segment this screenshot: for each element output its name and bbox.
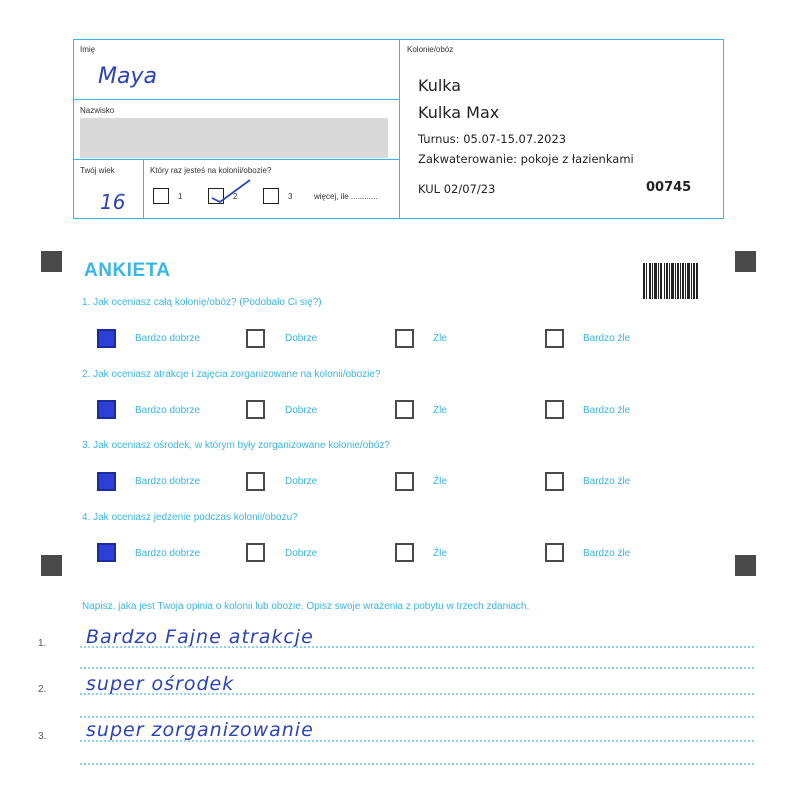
- opinion-prompt: Napisz, jaka jest Twoja opinia o kolonii lub obozie. Opisz swoje wrażenia z pobytu w trzech zdaniach.: [82, 601, 530, 612]
- q2-option-zle-checkbox[interactable]: [395, 400, 414, 419]
- times-checkmark: [206, 176, 254, 208]
- q2-option-zle-label: Źle: [433, 405, 447, 416]
- q3-option-dobrze-checkbox[interactable]: [246, 472, 265, 491]
- q1-option-bardzo-zle-label: Bardzo źle: [583, 333, 631, 344]
- q3-option-zle-checkbox[interactable]: [395, 472, 414, 491]
- times-label: Który raz jesteś na kolonii/obozie?: [150, 166, 272, 175]
- times-more-label: więcej, ile ............: [314, 192, 378, 201]
- q3-option-dobrze-label: Dobrze: [285, 476, 318, 487]
- q4-option-dobrze-checkbox[interactable]: [246, 543, 265, 562]
- q3-option-bardzo-dobrze-label: Bardzo dobrze: [135, 476, 201, 487]
- q1-option-bardzo-zle-checkbox[interactable]: [545, 329, 564, 348]
- q1-option-bardzo-dobrze-checkbox[interactable]: [97, 329, 116, 348]
- camp-code: KUL 02/07/23: [418, 182, 496, 196]
- q3-option-bardzo-zle-label: Bardzo źle: [583, 476, 631, 487]
- q4-option-bardzo-zle-label: Bardzo źle: [583, 548, 631, 559]
- q2-option-bardzo-zle-label: Bardzo źle: [583, 405, 631, 416]
- answer-line: [80, 646, 754, 648]
- first-name-label: Imię: [80, 45, 96, 54]
- question-3: 3. Jak oceniasz ośrodek, w którym były zorganizowane kolonie/obóz?: [82, 440, 390, 451]
- camp-number: 00745: [646, 180, 692, 195]
- camp-label: Kolonie/obóz: [407, 45, 454, 54]
- times-checkbox-1[interactable]: [153, 188, 169, 204]
- registration-mark: [41, 555, 62, 576]
- q4-option-bardzo-zle-checkbox[interactable]: [545, 543, 564, 562]
- q1-option-zle-checkbox[interactable]: [395, 329, 414, 348]
- opinion-answer-3[interactable]: super zorganizowanie: [86, 719, 314, 741]
- question-2: 2. Jak oceniasz atrakcje i zajęcia zorganizowane na kolonii/obozie?: [82, 369, 381, 380]
- times-option-3: 3: [288, 192, 293, 201]
- first-name-value: Maya: [98, 64, 157, 89]
- opinion-line-number-3: 3.: [38, 731, 47, 742]
- surname-redacted: [80, 118, 388, 158]
- camp-name: Kulka: [418, 76, 462, 95]
- q3-option-zle-label: Źle: [433, 476, 447, 487]
- answer-line: [80, 740, 754, 742]
- opinion-answer-1[interactable]: Bardzo Fajne atrakcje: [86, 626, 314, 648]
- opinion-line-number-2: 2.: [38, 684, 47, 695]
- q3-option-bardzo-zle-checkbox[interactable]: [545, 472, 564, 491]
- header-divider: [143, 159, 144, 219]
- q4-option-zle-label: Źle: [433, 548, 447, 559]
- q1-option-zle-label: Źle: [433, 333, 447, 344]
- surname-label: Nazwisko: [80, 106, 115, 115]
- q2-option-dobrze-label: Dobrze: [285, 405, 318, 416]
- registration-mark: [735, 555, 756, 576]
- header-divider: [73, 99, 400, 100]
- q1-option-dobrze-checkbox[interactable]: [246, 329, 265, 348]
- barcode: [643, 263, 699, 299]
- question-1: 1. Jak oceniasz całą kolonię/obóz? (Podobało Ci się?): [82, 297, 322, 308]
- times-checkbox-3[interactable]: [263, 188, 279, 204]
- q3-option-bardzo-dobrze-checkbox[interactable]: [97, 472, 116, 491]
- registration-mark: [41, 251, 62, 272]
- answer-line: [80, 693, 754, 695]
- q1-option-bardzo-dobrze-label: Bardzo dobrze: [135, 333, 201, 344]
- opinion-answer-2[interactable]: super ośrodek: [86, 673, 235, 695]
- registration-mark: [735, 251, 756, 272]
- answer-line: [80, 763, 754, 765]
- q4-option-zle-checkbox[interactable]: [395, 543, 414, 562]
- q2-option-dobrze-checkbox[interactable]: [246, 400, 265, 419]
- q4-option-bardzo-dobrze-checkbox[interactable]: [97, 543, 116, 562]
- answer-line: [80, 667, 754, 669]
- opinion-line-number-1: 1.: [38, 638, 47, 649]
- times-option-2: 2: [233, 192, 238, 201]
- camp-accommodation: Zakwaterowanie: pokoje z łazienkami: [418, 152, 634, 166]
- q2-option-bardzo-zle-checkbox[interactable]: [545, 400, 564, 419]
- q2-option-bardzo-dobrze-label: Bardzo dobrze: [135, 405, 201, 416]
- camp-turnus: Turnus: 05.07-15.07.2023: [418, 132, 567, 146]
- header-divider: [399, 39, 400, 219]
- answer-line: [80, 716, 754, 718]
- header-divider: [73, 159, 400, 160]
- q4-option-bardzo-dobrze-label: Bardzo dobrze: [135, 548, 201, 559]
- times-option-1: 1: [178, 192, 183, 201]
- q4-option-dobrze-label: Dobrze: [285, 548, 318, 559]
- survey-title: ANKIETA: [84, 260, 171, 281]
- camp-program: Kulka Max: [418, 103, 500, 122]
- q1-option-dobrze-label: Dobrze: [285, 333, 318, 344]
- q2-option-bardzo-dobrze-checkbox[interactable]: [97, 400, 116, 419]
- age-value: 16: [100, 190, 126, 214]
- question-4: 4. Jak oceniasz jedzenie podczas kolonii/obozu?: [82, 512, 298, 523]
- age-label: Twój wiek: [80, 166, 115, 175]
